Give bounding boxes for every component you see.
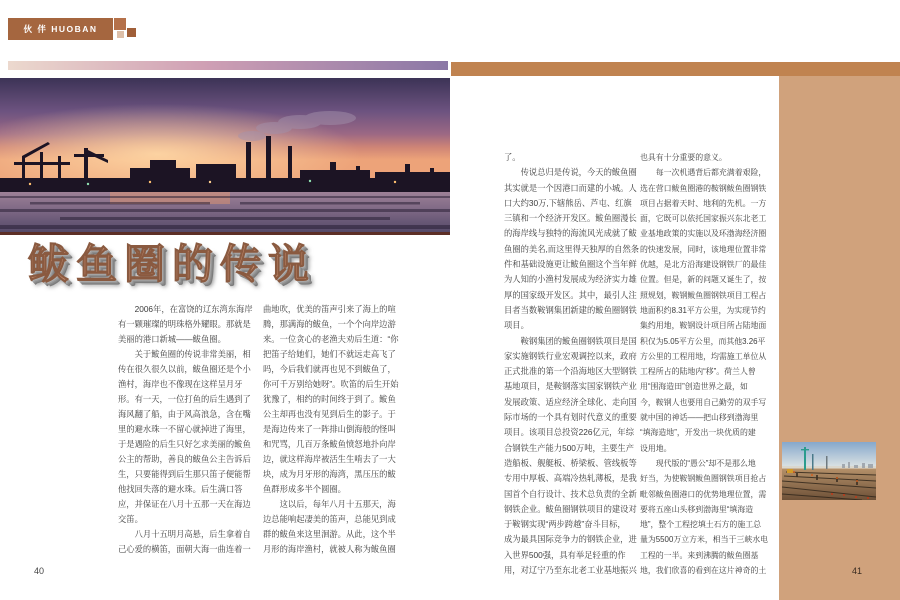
text-line: 公主却再也没有见到后生的影子。于 bbox=[263, 409, 396, 419]
text-line: 边，就这样海岸被活生生啃去了一大 bbox=[263, 454, 396, 464]
text-line: 今，鞍钢人也要用自己勤劳的双手写 bbox=[640, 397, 767, 407]
text-line: 的海岸线与独特的海流风光成就了鲅 bbox=[504, 228, 637, 239]
text-line: 渔村，海岸也不像现在这样呈月牙 bbox=[118, 379, 243, 389]
text-line: 要将五座山头移到渤海里“填海造 bbox=[640, 504, 754, 514]
text-line: 入世界500强，具有举足轻重的作 bbox=[504, 549, 626, 560]
text-line: 合钢铁生产能力500万吨，主要生产 bbox=[504, 442, 635, 453]
article-column-3 bbox=[504, 150, 646, 578]
text-line: 鱼圈的美名,而这里得天独厚的自然条 bbox=[504, 243, 640, 254]
text-line: “填海造地”，开发出一块优质的建 bbox=[640, 428, 756, 438]
text-line: 方公里的工程用地，均需施工单位从 bbox=[640, 351, 767, 361]
text-line: 三镇和一个经济开发区。鲅鱼圈漫长 bbox=[504, 213, 637, 224]
text-line: 厚的国家级开发区。其中，最引人注 bbox=[504, 289, 637, 300]
text-line: 于是遇险的后生只好乞求美丽的鲅鱼 bbox=[118, 439, 251, 449]
text-line: 他找回失落的避水珠。后生满口答 bbox=[118, 484, 243, 494]
text-line: 关于鲅鱼圈的传说非常美丽，相 bbox=[118, 349, 251, 359]
text-line: 地，我们欣喜的看到在这片神奇的土 bbox=[640, 566, 767, 576]
text-line: 基地项目，是鞍钢落实国家钢铁产业 bbox=[504, 381, 637, 392]
text-line: 设用地。 bbox=[640, 443, 672, 453]
right-brown-rule bbox=[451, 62, 900, 76]
text-line: 己心爱的横笛，面朝大海一曲连着一 bbox=[118, 544, 251, 554]
text-line: 2006年，在富饶的辽东湾东海岸 bbox=[118, 304, 253, 314]
text-line: 美丽的港口新城——鲅鱼圈。 bbox=[118, 334, 226, 344]
text-line: 也具有十分重要的意义。 bbox=[640, 153, 727, 162]
text-line: 传在很久很久以前，鲅鱼圈还是个小 bbox=[118, 364, 251, 374]
text-line: 工程所占的陆地内“移”。荷兰人曾 bbox=[640, 367, 756, 377]
deco-square-3 bbox=[117, 31, 124, 38]
right-tan-panel bbox=[779, 76, 900, 600]
text-line: 工程的一半。来到沸腾的鲅鱼圈基 bbox=[640, 550, 759, 560]
text-line: 把笛子给她们，她们不就远走高飞了 bbox=[263, 349, 396, 359]
text-line: 块，成为月牙形的海湾，黑压压的鲅 bbox=[263, 469, 396, 479]
section-header bbox=[8, 18, 113, 40]
text-line: 海风翻了船，由于风高浪急，含在嘴 bbox=[118, 409, 251, 419]
text-line: 的快速发展，同时，该地理位置非常 bbox=[640, 244, 767, 254]
construction-photo bbox=[782, 442, 876, 500]
text-line: 来。一位贪心的老渔夫劝后生道：“你 bbox=[263, 334, 399, 344]
text-line: 毗邻鲅鱼圈港口的优势地理位置，需 bbox=[640, 489, 767, 499]
text-line: 地”，整个工程挖填土石方的施工总 bbox=[640, 520, 761, 530]
text-line: 和咒骂，几百万条鲅鱼愤怒地扑向岸 bbox=[263, 439, 396, 449]
text-line: 应，并保证在八月十五那一天在海边 bbox=[118, 499, 251, 509]
text-line: 公主的帮助，善良的鲅鱼公主告诉后 bbox=[118, 454, 251, 464]
text-line: 家实施钢铁行业宏观调控以来，政府 bbox=[504, 350, 637, 361]
page-number-right: 41 bbox=[852, 566, 863, 576]
text-line: 口大约30万,下辖熊岳、芦屯、红旗 bbox=[504, 197, 632, 208]
text-line: 这以后，每年八月十五那天，海 bbox=[263, 499, 396, 509]
text-line: 形。有一天，一位打鱼的后生遇到了 bbox=[118, 394, 251, 404]
text-line: 里的避水珠一不留心就掉进了海里， bbox=[118, 424, 251, 434]
text-line: 月形的海岸渔村，就被人称为鲅鱼圈 bbox=[263, 544, 396, 554]
article-column-4 bbox=[640, 150, 776, 578]
text-line: 是海边传来了一阵排山倒海般的怪叫 bbox=[263, 424, 396, 434]
text-line: 业基地政策的实施以及环渤海经济圈 bbox=[640, 229, 767, 239]
harbor-sunset-photo bbox=[0, 78, 450, 235]
text-line: 群的鲅鱼来这里洄游。从此，这个半 bbox=[263, 529, 396, 539]
text-line: 于鞍钢实现“两步跨越”奋斗目标， bbox=[504, 519, 626, 530]
section-header-label: 伙 伴 HUOBAN bbox=[23, 24, 98, 34]
text-line: 鞍钢集团的鲅鱼圈钢铁项目是国 bbox=[504, 335, 637, 346]
article-column-2 bbox=[263, 302, 405, 557]
text-line: 际市场的一个具有划时代意义的重要 bbox=[504, 412, 637, 423]
text-line: 造船板、舰艇板、桥梁板、管线板等 bbox=[504, 457, 637, 468]
text-line: 其实就是一个因港口而建的小城。人 bbox=[504, 182, 637, 193]
text-line: 每一次机遇背后都充满着艰险， bbox=[640, 168, 767, 178]
text-line: 正式批准的第一个沿海地区大型钢铁 bbox=[504, 366, 637, 377]
text-line: 用“围海造田”创造世界之最，如 bbox=[640, 382, 748, 392]
text-line: 腾，那满海的鲅鱼，一个个向岸边游 bbox=[263, 319, 396, 329]
text-line: 位置。但是，新的问题又诞生了，按 bbox=[640, 275, 767, 285]
article-title: 鲅鱼圈的传说 bbox=[28, 241, 316, 287]
text-line: 现代版的“愚公”却不是那么地 bbox=[640, 458, 756, 468]
text-line: 交笛。 bbox=[118, 514, 143, 524]
text-line: 边总能响起凄美的笛声，总能见到成 bbox=[263, 514, 396, 524]
deco-square-2 bbox=[127, 28, 136, 37]
article-column-1 bbox=[118, 302, 260, 557]
text-line: 用，对辽宁乃至东北老工业基地振兴 bbox=[504, 565, 637, 576]
text-line: 了。 bbox=[504, 152, 521, 162]
deco-square-1 bbox=[114, 18, 126, 30]
text-line: 鱼群形成多半个圆圈。 bbox=[263, 484, 346, 494]
text-line: 曲地吹，优美的笛声引来了海上的喧 bbox=[263, 304, 396, 314]
text-line: 件和基础设施更让鲅鱼圈这个当年鲜 bbox=[504, 259, 637, 270]
page-number-left: 40 bbox=[34, 566, 45, 576]
text-line: 发展政策、适应经济全球化、走向国 bbox=[504, 396, 637, 407]
text-line: 八月十五明月高悬，后生拿着自 bbox=[118, 529, 251, 539]
text-line: 面，它既可以依托国家振兴东北老工 bbox=[640, 214, 767, 224]
text-line: 好当，为使鞍钢鲅鱼圈钢铁项目抢占 bbox=[640, 474, 767, 484]
text-line: 选在营口鲅鱼圈港的鞍钢鲅鱼圈钢铁 bbox=[640, 183, 767, 193]
left-gradient-rule bbox=[8, 61, 448, 70]
text-line: 有一颗璀璨的明珠格外耀眼。那就是 bbox=[118, 319, 251, 329]
text-line: 吗，今后我们就再也见不到鲅鱼了， bbox=[263, 364, 396, 374]
text-line: 项目占据着天时、地利的先机。一方 bbox=[640, 198, 767, 208]
text-line: 照规划，鞍钢鲅鱼圈钢铁项目工程占 bbox=[640, 290, 767, 300]
text-line: 专用中厚板、高端冷热轧薄板，是我 bbox=[504, 473, 637, 484]
text-line: 集约用地，鞍钢设计项目所占陆地面 bbox=[640, 321, 767, 331]
text-line: 为人知的小渔村发展成为经济实力雄 bbox=[504, 274, 637, 285]
text-line: 目者当数鞍钢集团新建的鲅鱼圈钢铁 bbox=[504, 304, 637, 315]
text-line: 量为5500万立方米，相当于三峡水电 bbox=[640, 535, 769, 545]
text-line: 就中国的神话——把山移到渤海里 bbox=[640, 413, 759, 423]
text-line: 项目。 bbox=[504, 320, 529, 331]
text-line: 犹豫了，相约的时间终于到了。鲅鱼 bbox=[263, 394, 396, 404]
text-line: 优越，是北方沿海建设钢铁厂的最佳 bbox=[640, 260, 767, 270]
text-line: 地面积约8.31平方公里，为实现节约 bbox=[640, 305, 766, 315]
text-line: 钢铁企业。鲅鱼圈钢铁项目的建设对 bbox=[504, 503, 637, 514]
text-line: 生，只要能得到后生那只笛子便能帮 bbox=[118, 469, 251, 479]
text-line: 传说总归是传说，今天的鲅鱼圈 bbox=[504, 167, 637, 178]
text-line: 项目。该项目总投资226亿元，年综 bbox=[504, 427, 635, 438]
text-line: 成为最具国际竞争力的钢铁企业，进 bbox=[504, 534, 637, 545]
text-line: 积仅为5.05平方公里，而其他3.26平 bbox=[640, 336, 766, 346]
text-line: 你可千万别给她呀”。吹笛的后生开始 bbox=[263, 379, 399, 389]
text-line: 国首个自行设计、技术总负责的全新 bbox=[504, 488, 637, 499]
